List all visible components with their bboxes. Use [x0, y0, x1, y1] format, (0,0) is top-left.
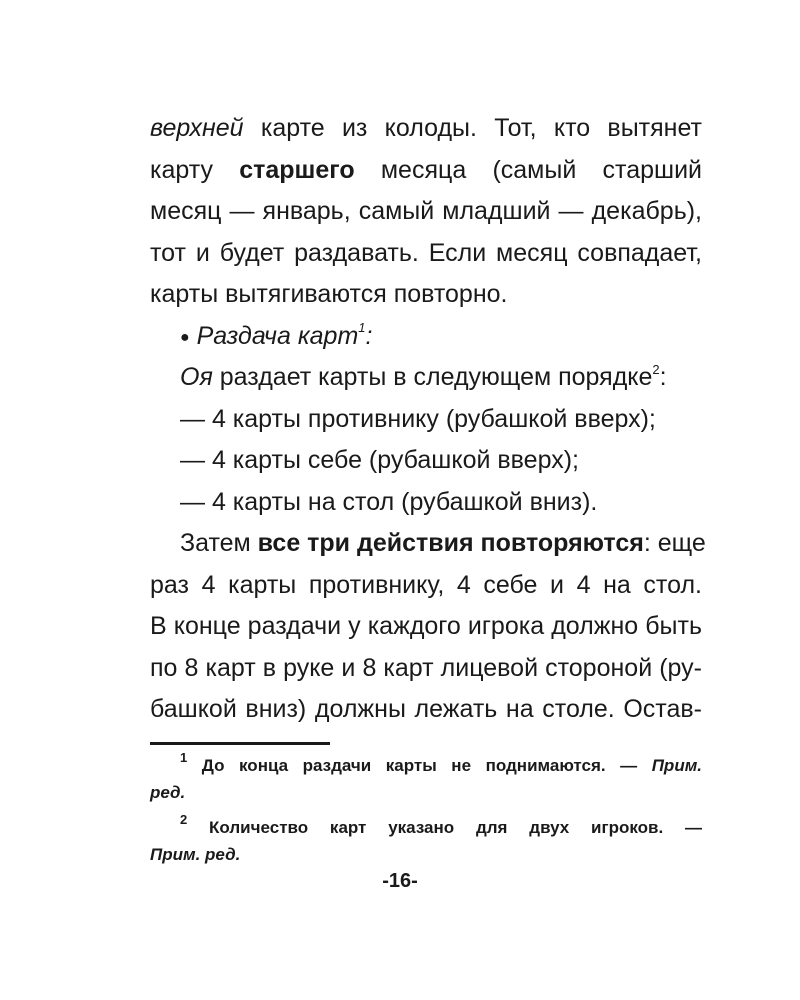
text-line — [150, 523, 706, 565]
footnote-number: 2 — [180, 812, 188, 828]
text: Затем — [180, 529, 258, 557]
text-line: тот и будет раздавать. Если месяц совпадает, — [150, 238, 702, 267]
bullet-heading-text: Раздача карт — [196, 321, 359, 350]
bold-text: все три действия повторяются — [257, 529, 644, 557]
text-line — [150, 150, 702, 192]
bullet-colon: : — [365, 321, 373, 350]
page-body — [150, 108, 706, 731]
footnote-2-cont — [150, 841, 702, 868]
footnote-number: 1 — [180, 750, 188, 766]
bullet-heading — [150, 316, 702, 358]
emphasis-text: Оя — [180, 363, 213, 391]
text-line: В конце раздачи у каждого игрока должно быть — [150, 612, 702, 640]
page-number: -16- — [382, 870, 418, 892]
text: : еще — [643, 529, 706, 557]
text-line: по 8 карт в руке и 8 карт лицевой стороной (ру- — [150, 653, 702, 682]
footnote-emphasis: Прим. ред. — [150, 845, 241, 864]
footnote-1-cont — [150, 779, 702, 806]
emphasis-text: верхней — [150, 114, 244, 142]
paragraph-name-determination — [150, 108, 706, 731]
footnote-emphasis: ред. — [150, 783, 186, 802]
footnote-text: Количество карт указано для двух игроков. — — [187, 818, 702, 837]
list-item: — 4 карты себе (рубашкой вверх); — [180, 446, 579, 474]
text-line: раз 4 карты противнику, 4 себе и 4 на стол. — [150, 570, 702, 599]
deal-intro — [150, 357, 702, 399]
footnote-gap — [150, 806, 702, 814]
text: раздает карты в следующем порядке — [212, 363, 653, 391]
text: месяца (самый старший — [354, 155, 702, 184]
bold-text: старшего — [239, 155, 355, 184]
list-item: — 4 карты на стол (рубашкой вниз). — [180, 487, 598, 516]
footnote-2 — [150, 814, 702, 841]
footnote-divider — [150, 742, 330, 745]
footnotes — [150, 752, 702, 868]
footnote-text: До конца раздачи карты не поднимаются. — — [187, 756, 652, 775]
text: : — [659, 363, 667, 391]
footnote-1 — [150, 752, 702, 779]
list-item: — 4 карты противнику (рубашкой вверх); — [180, 404, 656, 433]
footnote-ref: 2 — [652, 361, 660, 377]
footnote-ref: 1 — [358, 320, 366, 336]
text: карте из колоды. Тот, кто вытянет — [243, 114, 702, 142]
text-line — [150, 108, 702, 150]
text-line: месяц — январь, самый младший — декабрь), — [150, 197, 702, 225]
text-line: башкой вниз) должны лежать на столе. Остав- — [150, 695, 702, 723]
text: карту — [150, 155, 240, 184]
text-line: карты вытягиваются повторно. — [150, 280, 508, 308]
footnote-emphasis: Прим. — [651, 756, 702, 775]
bullet-icon: ● — [180, 328, 190, 346]
